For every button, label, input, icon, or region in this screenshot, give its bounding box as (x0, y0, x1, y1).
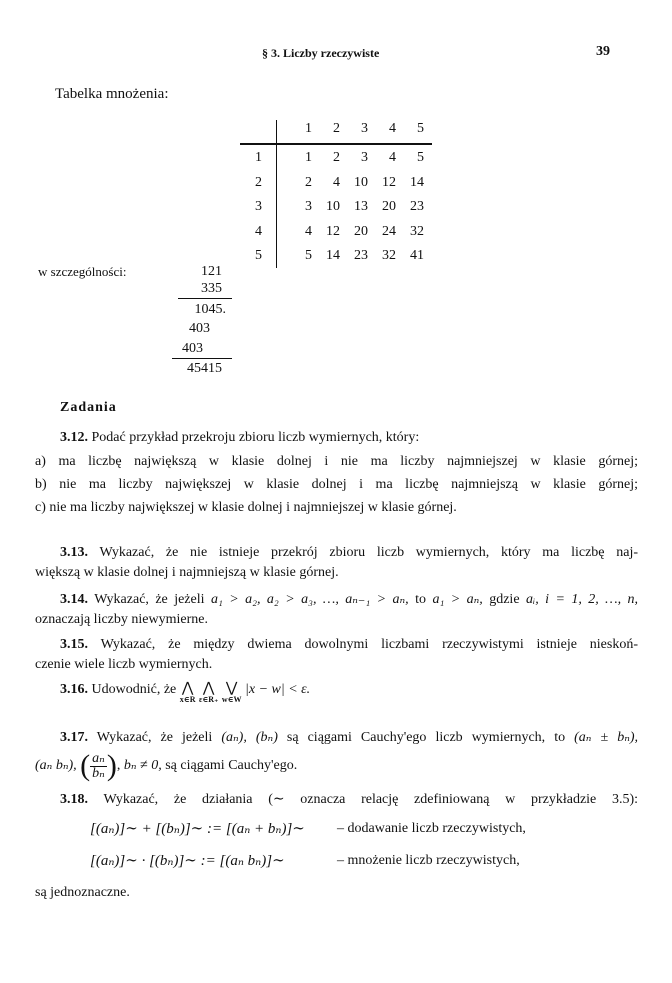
left-paren: ( (80, 749, 91, 782)
table-cell: 1 (305, 150, 312, 165)
table-cell: 23 (354, 248, 368, 263)
table-cell: 5 (305, 248, 312, 263)
table-cell: 12 (382, 175, 396, 190)
sum-rule (178, 298, 232, 299)
exercise-3-12 (60, 430, 419, 446)
denominator: bₙ (92, 765, 105, 781)
math: (aₙ ± bₙ), (574, 730, 639, 745)
table-cell: 2 (333, 150, 340, 165)
table-cell: 4 (305, 224, 312, 239)
table-cell: 32 (382, 248, 396, 263)
exercises-heading: Zadania (60, 400, 117, 415)
math: bₙ ≠ 0, (123, 758, 162, 774)
table-cell: 4 (389, 150, 396, 165)
exercise-text: Podać przykład przekroju zbioru liczb wymiernych, który: (91, 430, 420, 445)
exercise-text: to (415, 592, 426, 607)
operator-subscript: w∈W (221, 695, 242, 704)
row-header: 4 (255, 224, 262, 239)
exercise-number: 3.18. (60, 792, 88, 807)
fraction (90, 752, 107, 781)
math: a₁ > aₙ, (432, 592, 483, 607)
exercise-number: 3.12. (60, 430, 88, 445)
example-line: 403 (182, 341, 203, 356)
multiplication-table (240, 118, 432, 268)
exercise-3-15 (60, 637, 638, 653)
column-header: 5 (417, 121, 424, 136)
column-header: 2 (333, 121, 340, 136)
table-cell: 10 (326, 199, 340, 214)
exercise-text: Wykazać, że jeżeli (96, 730, 213, 745)
operator-symbol: ⋀ (181, 681, 194, 696)
formula-multiplication (90, 853, 285, 869)
exercise-number: 3.13. (60, 545, 88, 560)
operator-symbol: ⋁ (225, 681, 238, 696)
example-line: 45415 (187, 361, 222, 376)
table-cell: 14 (410, 175, 424, 190)
operator-subscript: ε∈R₊ (198, 695, 219, 704)
column-header: 3 (361, 121, 368, 136)
exercise-text: Udowodnić, że (91, 682, 177, 697)
running-header: § 3. Liczby rzeczywiste (262, 46, 380, 60)
math: (aₙ), (bₙ) (221, 730, 278, 745)
exercise-number: 3.15. (60, 637, 88, 652)
formula-addition (90, 821, 305, 837)
math: a₁ > a₂, a₂ > a₃, …, aₙ₋₁ > aₙ, (210, 592, 409, 607)
exercise-number: 3.17. (60, 730, 88, 745)
exercise-3-14-cont: oznaczają liczby niewymierne. (35, 612, 208, 627)
math: aᵢ, i = 1, 2, …, n, (525, 592, 639, 607)
exercise-3-12-b: b) nie ma liczby największej w klasie dolnej i ma liczbę najmniejszą w klasie górnej; (35, 477, 638, 492)
exercise-3-16 (60, 682, 310, 704)
table-cell: 23 (410, 199, 424, 214)
exercise-text: Wykazać, że nie istnieje przekrój zbioru liczb wymiernych, który ma liczbę naj- (99, 545, 638, 560)
table-cell: 5 (417, 150, 424, 165)
exercise-number: 3.14. (60, 592, 88, 607)
sum-rule (172, 358, 232, 359)
operator-subscript: x∈R (179, 695, 196, 704)
table-cell: 20 (354, 224, 368, 239)
exercise-3-17-cont: (aₙ bₙ), ( $\frac{\text{aₙ}}{\text{bₙ}}$), bₙ ≠ 0, są ciągami Cauchy'ego. (35, 749, 298, 782)
example-line: 403 (189, 321, 210, 336)
exercise-3-12-a: a) ma liczbę największą w klasie dolnej i nie ma liczby najmniejszej w klasie górnej; (35, 454, 638, 469)
exercise-text: Wykazać, że jeżeli (94, 592, 205, 607)
exercise-3-14 (60, 592, 638, 608)
partial-product: 1045. (194, 302, 226, 317)
right-paren: ) (106, 749, 117, 782)
exercise-text: są ciągami Cauchy'ego liczb wymiernych, to (286, 730, 566, 745)
example-label: w szczególności: (38, 264, 127, 279)
page-number: 39 (596, 44, 610, 59)
table-cell: 3 (305, 199, 312, 214)
table-cell: 41 (410, 248, 424, 263)
exercise-text: są ciągami Cauchy'ego. (165, 758, 298, 774)
exercise-3-13 (60, 545, 638, 561)
math: |x − w| < ε. (245, 682, 311, 697)
table-cell: 10 (354, 175, 368, 190)
table-cell: 20 (382, 199, 396, 214)
row-header: 1 (255, 150, 262, 165)
forall-operator (180, 682, 196, 704)
math: (aₙ bₙ), (35, 758, 77, 774)
operator-symbol: ⋀ (202, 681, 215, 696)
math: [(aₙ)]∼ · [(bₙ)]∼ := [(aₙ bₙ)]∼ (90, 853, 285, 869)
forall-operator (199, 682, 218, 704)
table-title: Tabelka mnożenia: (55, 86, 169, 102)
row-header: 2 (255, 175, 262, 190)
math: [(aₙ)]∼ + [(bₙ)]∼ := [(aₙ + bₙ)]∼ (90, 821, 305, 837)
row-header: 5 (255, 248, 262, 263)
table-cell: 32 (410, 224, 424, 239)
example-line: 121 (201, 264, 222, 279)
formula-multiplication-desc: – mnożenie liczb rzeczywistych, (337, 853, 520, 868)
table-cell: 14 (326, 248, 340, 263)
example-line (118, 302, 226, 318)
exercise-text: Wykazać, że między dwiema dowolnymi liczbami rzeczywistymi istnieje nieskoń- (100, 637, 638, 652)
formula-addition-desc: – dodawanie liczb rzeczywistych, (337, 821, 526, 836)
table-cell: 12 (326, 224, 340, 239)
row-header: 3 (255, 199, 262, 214)
exists-operator (222, 682, 242, 704)
example-line: 335 (201, 281, 222, 296)
exercise-number: 3.16. (60, 682, 88, 697)
exercise-3-12-c: c) nie ma liczby największej w klasie dolnej i najmniejszej w klasie górnej. (35, 500, 457, 515)
table-cell: 13 (354, 199, 368, 214)
exercise-text: Wykazać, że działania (∼ oznacza relację zdefiniowaną w przykładzie 3.5): (103, 792, 639, 807)
column-header: 1 (305, 121, 312, 136)
exercise-text: gdzie (489, 592, 520, 607)
table-cell: 4 (333, 175, 340, 190)
table-cell: 3 (361, 150, 368, 165)
table-horizontal-rule (240, 143, 432, 145)
exercise-3-17 (60, 730, 638, 746)
exercise-3-18-end: są jednoznaczne. (35, 885, 130, 900)
column-header: 4 (389, 121, 396, 136)
table-cell: 24 (382, 224, 396, 239)
numerator: aₙ (92, 750, 105, 766)
exercise-3-15-cont: czenie wiele liczb wymiernych. (35, 657, 213, 672)
exercise-3-13-cont: większą w klasie dolnej i najmniejszą w klasie górnej. (35, 565, 339, 580)
table-cell: 2 (305, 175, 312, 190)
exercise-3-18 (60, 792, 638, 808)
